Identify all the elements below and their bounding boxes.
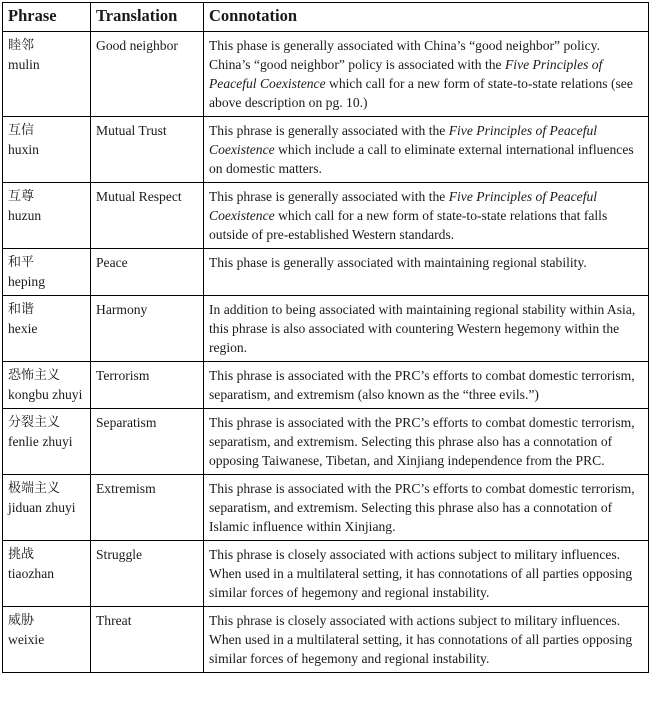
connotation-cell — [204, 409, 649, 475]
connotation-text: This phrase is generally associated with the — [209, 189, 449, 204]
connotation-cell — [204, 183, 649, 249]
chinese-phrase: 睦邻 — [8, 38, 35, 53]
pinyin: heping — [8, 274, 45, 289]
connotation-text: This phrase is associated with the PRC’s efforts to combat domestic terrorism, separatism, and extremism (also known as the “three evils.”) — [209, 368, 635, 402]
header-translation: Translation — [91, 3, 204, 32]
table-row — [3, 249, 649, 296]
table-row — [3, 409, 649, 475]
table-row — [3, 32, 649, 117]
chinese-phrase: 挑战 — [8, 547, 35, 562]
connotation-cell — [204, 32, 649, 117]
pinyin: kongbu zhuyi — [8, 387, 83, 402]
chinese-phrase: 威胁 — [8, 613, 35, 628]
connotation-italic: Five Principles of Peaceful Coexistence — [209, 189, 598, 223]
header-phrase: Phrase — [3, 3, 91, 32]
connotation-cell — [204, 117, 649, 183]
connotation-cell — [204, 362, 649, 409]
connotation-text: This phase is generally associated with maintaining regional stability. — [209, 255, 587, 270]
phrase-cell — [3, 249, 91, 296]
connotation-text: This phrase is closely associated with actions subject to military influences. When used in a multilateral setting, it has connotations of all parties opposing similar forces of hegemony and regional instability. — [209, 613, 633, 666]
chinese-phrase: 极端主义 — [8, 481, 61, 496]
pinyin: hexie — [8, 321, 38, 336]
chinese-phrase: 互信 — [8, 123, 35, 138]
connotation-text: This phrase is associated with the PRC’s efforts to combat domestic terrorism, separatism, and extremism. Selecting this phrase also has a connotation of opposing Taiwanese, Tibetan, and Xinjiang independence from the PRC. — [209, 415, 635, 468]
connotation-text-end: which include a call to eliminate external international influences on domestic matters. — [209, 142, 634, 176]
phrase-table — [2, 2, 649, 673]
connotation-italic: Five Principles of Peaceful Coexistence — [209, 123, 598, 157]
chinese-phrase: 和平 — [8, 255, 35, 270]
phrase-table-container — [2, 2, 648, 673]
translation-cell: Extremism — [91, 475, 204, 541]
table-row — [3, 183, 649, 249]
phrase-cell — [3, 362, 91, 409]
translation-cell: Peace — [91, 249, 204, 296]
translation-cell: Mutual Trust — [91, 117, 204, 183]
phrase-cell — [3, 117, 91, 183]
connotation-cell — [204, 607, 649, 673]
connotation-text: This phrase is closely associated with actions subject to military influences. When used in a multilateral setting, it has connotations of all parties opposing similar forces of hegemony and regional instability. — [209, 547, 633, 600]
translation-cell: Mutual Respect — [91, 183, 204, 249]
pinyin: fenlie zhuyi — [8, 434, 73, 449]
connotation-cell — [204, 249, 649, 296]
connotation-cell — [204, 296, 649, 362]
pinyin: jiduan zhuyi — [8, 500, 76, 515]
chinese-phrase: 分裂主义 — [8, 415, 61, 430]
phrase-cell — [3, 541, 91, 607]
translation-cell: Harmony — [91, 296, 204, 362]
pinyin: mulin — [8, 57, 40, 72]
pinyin: huxin — [8, 142, 39, 157]
connotation-text: This phrase is associated with the PRC’s efforts to combat domestic terrorism, separatism, and extremism. Selecting this phrase also has a connotation of Islamic influence within Xinjiang. — [209, 481, 635, 534]
translation-cell: Terrorism — [91, 362, 204, 409]
phrase-cell — [3, 607, 91, 673]
pinyin: weixie — [8, 632, 45, 647]
pinyin: tiaozhan — [8, 566, 55, 581]
table-row — [3, 607, 649, 673]
translation-cell: Separatism — [91, 409, 204, 475]
pinyin: huzun — [8, 208, 42, 223]
phrase-cell — [3, 183, 91, 249]
header-row — [3, 3, 649, 32]
phrase-cell — [3, 475, 91, 541]
connotation-cell — [204, 541, 649, 607]
connotation-text-end: which call for a new form of state-to-state relations that falls outside of pre-established Western standards. — [209, 208, 608, 242]
connotation-text: This phrase is generally associated with the — [209, 123, 449, 138]
connotation-cell — [204, 475, 649, 541]
connotation-text: In addition to being associated with maintaining regional stability within Asia, this phrase is also associated with countering Western hegemony within the region. — [209, 302, 636, 355]
phrase-cell — [3, 409, 91, 475]
translation-cell: Struggle — [91, 541, 204, 607]
chinese-phrase: 和谐 — [8, 302, 35, 317]
chinese-phrase: 恐怖主义 — [8, 368, 61, 383]
phrase-cell — [3, 296, 91, 362]
table-row — [3, 296, 649, 362]
connotation-italic: Five Principles of Peaceful Coexistence — [209, 57, 603, 91]
table-row — [3, 475, 649, 541]
chinese-phrase: 互尊 — [8, 189, 35, 204]
phrase-cell — [3, 32, 91, 117]
table-row — [3, 541, 649, 607]
connotation-text-end: which call for a new form of state-to-state relations (see above description on pg. 10.) — [209, 76, 633, 110]
connotation-text: This phase is generally associated with China’s “good neighbor” policy. China’s “good neighbor” policy is associated with the — [209, 38, 600, 72]
table-row — [3, 117, 649, 183]
translation-cell: Threat — [91, 607, 204, 673]
table-row — [3, 362, 649, 409]
header-connotation: Connotation — [204, 3, 649, 32]
translation-cell: Good neighbor — [91, 32, 204, 117]
